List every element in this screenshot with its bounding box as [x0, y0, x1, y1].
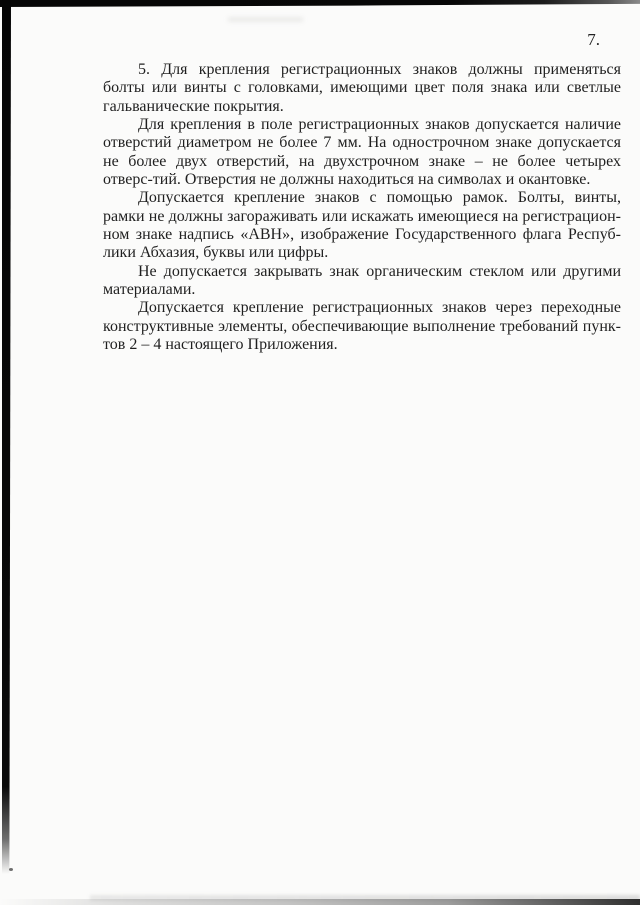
text-line: Для крепления в поле регистрационных знаков допускается наличие	[138, 116, 621, 134]
text-line: Не допускается закрывать знак органическим стеклом или другими	[138, 262, 621, 280]
scan-edge-top	[0, 0, 640, 7]
text-line: болты или винты с головками, имеющими цвет поля знака или светлые	[103, 79, 621, 97]
text-line: рамки не должны загораживать или искажать имеющиеся на регистрацион-	[103, 207, 621, 225]
text-line: тов 2 – 4 настоящего Приложения.	[103, 336, 338, 354]
scan-edge-bottom	[0, 899, 640, 905]
text-line: лики Абхазия, буквы или цифры.	[103, 244, 329, 262]
text-line: не более двух отверстий, на двухстрочном знаке – не более четырех	[103, 152, 621, 170]
text-line: гальванические покрытия.	[103, 97, 284, 115]
paragraph-adapters	[103, 299, 621, 354]
text-line: конструктивные элементы, обеспечивающие выполнение требований пунк-	[103, 317, 621, 335]
text-line: ном знаке надпись «АВН», изображение Государственного флага Респуб-	[103, 226, 621, 244]
text-line: материалами.	[103, 281, 196, 299]
scan-speck	[9, 868, 13, 871]
paragraph-frames	[103, 189, 621, 262]
text-line: отверстий диаметром не более 7 мм. На однострочном знаке допускается	[103, 134, 621, 152]
paragraph-holes	[103, 116, 621, 189]
paragraph-glass	[103, 263, 621, 300]
text-line: Допускается крепление регистрационных знаков через переходные	[138, 299, 621, 317]
text-line: отверс-тий. Отверстия не должны находиться на символах и окантовке.	[103, 171, 591, 189]
text-line: 5. Для крепления регистрационных знаков должны применяться	[138, 61, 621, 78]
paragraph-item-5	[103, 61, 621, 116]
scan-smudge-top	[228, 17, 303, 22]
text-line: Допускается крепление знаков с помощью рамок. Болты, винты,	[138, 189, 621, 207]
scan-edge-left	[2, 0, 11, 874]
page-number: 7.	[587, 30, 600, 49]
document-body	[103, 61, 621, 355]
